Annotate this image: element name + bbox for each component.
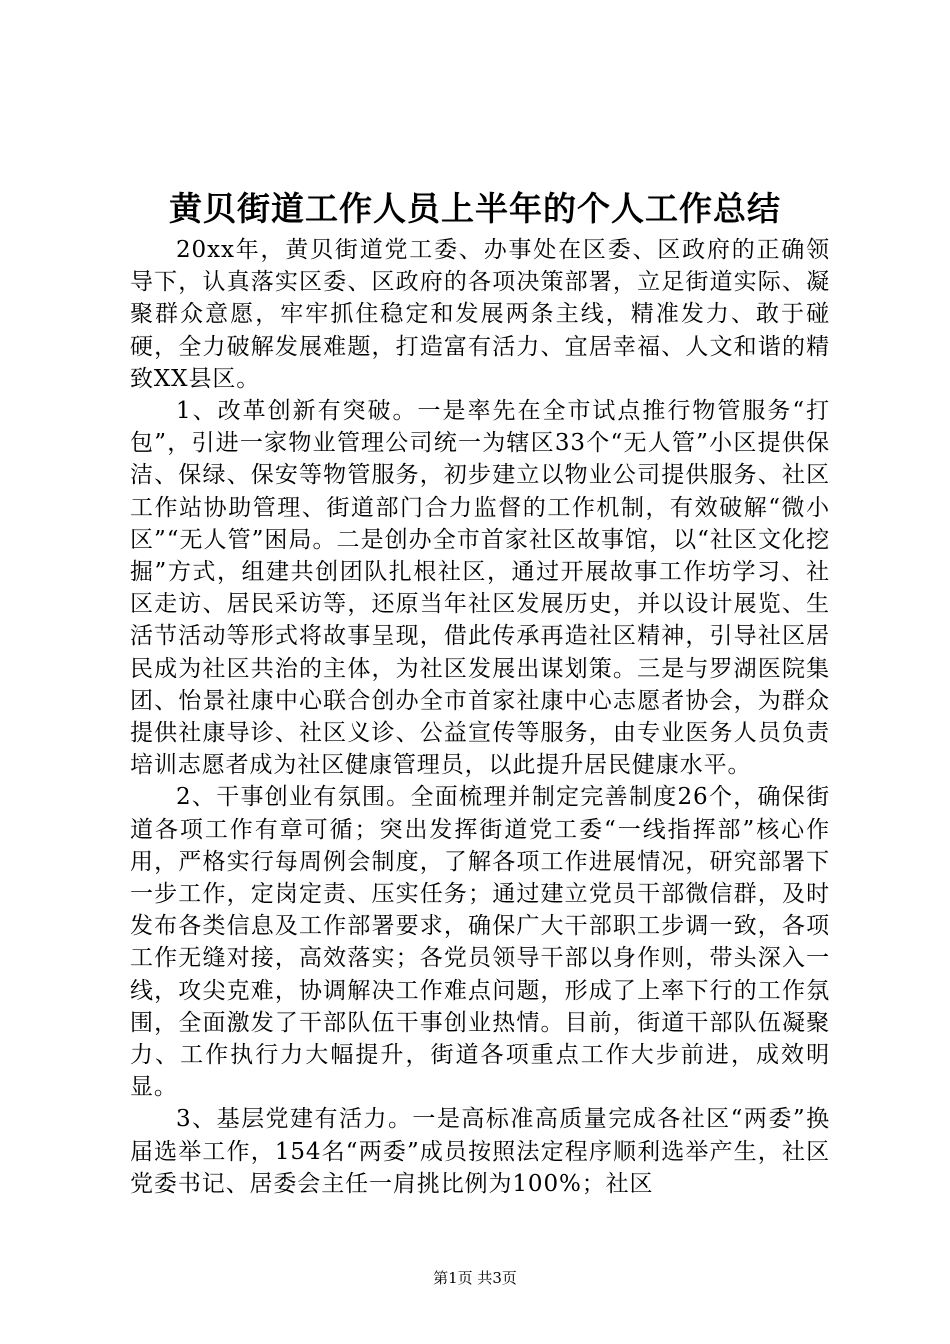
paragraph-party-building: 3、基层党建有活力。一是高标准高质量完成各社区“两委”换届选举工作，154名“两委”成员按照法定程序顺利选举产生，社区党委书记、居委会主任一肩挑比例为100%；社区 bbox=[130, 1106, 830, 1197]
paragraph-work-atmosphere: 2、干事创业有氛围。全面梳理并制定完善制度26个，确保街道各项工作有章可循；突出发挥街道党工委“一线指挥部”核心作用，严格实行每周例会制度，了解各项工作进展情况，研究部署下一步工作，定岗定责、压实任务；通过建立党员干部微信群，及时发布各类信息及工作部署要求，确保广大干部职工步调一致，各项工作无缝对接，高效落实；各党员领导干部以身作则，带头深入一线，攻尖克难，协调解决工作难点问题，形成了上率下行的工作氛围，全面激发了干部队伍干事创业热情。目前，街道干部队伍凝聚力、工作执行力大幅提升，街道各项重点工作大步前进，成效明显。 bbox=[130, 784, 830, 1101]
paragraph-reform-innovation: 1、改革创新有突破。一是率先在全市试点推行物管服务“打包”，引进一家物业管理公司统一为辖区33个“无人管”小区提供保洁、保绿、保安等物管服务，初步建立以物业公司提供服务、社区工作站协助管理、街道部门合力监督的工作机制，有效破解“微小区”“无人管”困局。二是创办全市首家社区故事馆，以“社区文化挖掘”方式，组建共创团队扎根社区，通过开展故事工作坊学习、社区走访、居民采访等，还原当年社区发展历史，并以设计展览、生活节活动等形式将故事呈现，借此传承再造社区精神，引导社区居民成为社区共治的主体，为社区发展出谋划策。三是与罗湖医院集团、怡景社康中心联合创办全市首家社康中心志愿者协会，为群众提供社康导诊、社区义诊、公益宣传等服务，由专业医务人员负责培训志愿者成为社区健康管理员，以此提升居民健康水平。 bbox=[130, 398, 830, 779]
paragraph-intro: 20xx年，黄贝街道党工委、办事处在区委、区政府的正确领导下，认真落实区委、区政府的各项决策部署，立足街道实际、凝聚群众意愿，牢牢抓住稳定和发展两条主线，精准发力、敢于碰硬，全力破解发展难题，打造富有活力、宜居幸福、人文和谐的精致XX县区。 bbox=[130, 237, 830, 392]
document-title: 黄贝街道工作人员上半年的个人工作总结 bbox=[169, 189, 781, 228]
page-number-footer: 第1页 共3页 bbox=[433, 1269, 517, 1287]
document-body bbox=[130, 234, 830, 1200]
